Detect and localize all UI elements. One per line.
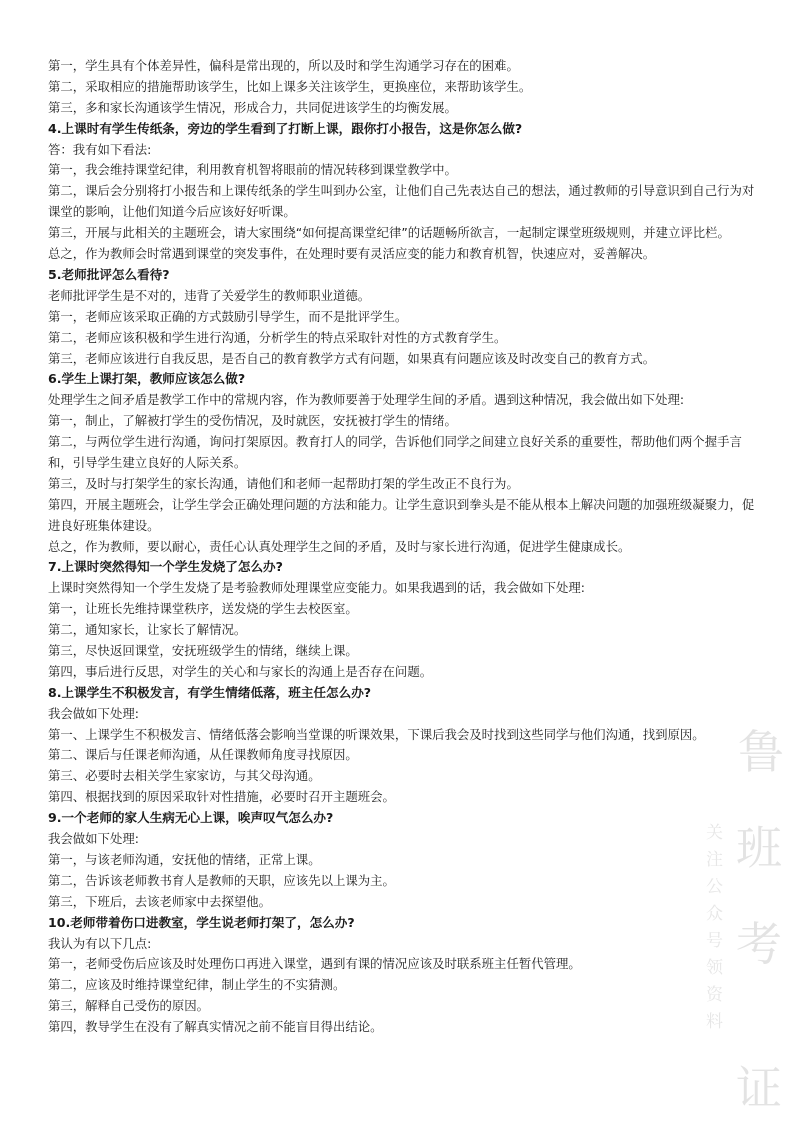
text-line: 第三，解释自己受伤的原因。	[48, 998, 210, 1014]
text-line: 第二，应该及时维持课堂纪律，制止学生的不实猜测。	[48, 977, 346, 993]
text-line: 第三，下班后，去该老师家中去探望他。	[48, 893, 272, 909]
text-line: 第四、根据找到的原因采取针对性措施，必要时召开主题班会。	[48, 789, 395, 805]
text-line: 第三、必要时去相关学生家家访，与其父母沟通。	[48, 768, 321, 784]
text-line: 总之，作为教师会时常遇到课堂的突发事件，在处理时要有灵活应变的能力和教育机智，快速应对，妥善解决。	[48, 246, 656, 262]
question-heading: 6.学生上课打架，教师应该怎么做?	[48, 371, 246, 387]
text-line: 第二，告诉该老师教书育人是教师的天职，应该先以上课为主。	[48, 872, 395, 888]
text-line: 处理学生之间矛盾是教学工作中的常规内容，作为教师要善于处理学生间的矛盾。遇到这种情况，我会做出如下处理:	[48, 392, 685, 408]
text-line: 第一，学生具有个体差异性，偏科是常出现的，所以及时和学生沟通学习存在的困难。	[48, 58, 519, 73]
question-heading: 10.老师带着伤口进教室，学生说老师打架了，怎么办?	[48, 914, 355, 930]
watermark-small-text: 关注公众号领资料	[706, 823, 723, 1032]
text-line: 第一，我会维持课堂纪律，利用教育机智将眼前的情况转移到课堂教学中。	[48, 162, 457, 178]
text-line: 第二，老师应该积极和学生进行沟通，分析学生的特点采取针对性的方式教育学生。	[48, 329, 507, 345]
text-line: 答：我有如下看法:	[48, 141, 152, 157]
text-line: 第二，课后会分别将打小报告和上课传纸条的学生叫到办公室，让他们自己先表达自己的想法，通过教师的引导意识到自己行为对课堂的影响，让他们知道今后应该好好听课。	[48, 183, 755, 220]
text-line: 第一，制止，了解被打学生的受伤情况，及时就医，安抚被打学生的情绪。	[48, 413, 457, 429]
text-line: 第三，及时与打架学生的家长沟通，请他们和老师一起帮助打架的学生改正不良行为。	[48, 475, 519, 491]
question-heading: 5.老师批评怎么看待?	[48, 266, 170, 282]
text-line: 第二、课后与任课老师沟通，从任课教师角度寻找原因。	[48, 747, 358, 763]
text-line: 第三，尽快返回课堂，安抚班级学生的情绪，继续上课。	[48, 643, 358, 659]
text-line: 第一、上课学生不积极发言、情绪低落会影响当堂课的听课效果，下课后我会及时找到这些同学与他们沟通，找到原因。	[48, 726, 705, 742]
text-line: 第三，多和家长沟通该学生情况，形成合力，共同促进该学生的均衡发展。	[48, 99, 457, 115]
watermark-char-2: 班	[736, 821, 782, 875]
text-line: 第三，老师应该进行自我反思，是否自己的教育教学方式有问题，如果真有问题应该及时改变自己的教育方式。	[48, 350, 656, 366]
text-line: 第二，采取相应的措施帮助该学生，比如上课多关注该学生，更换座位，来帮助该学生。	[48, 78, 532, 94]
text-line: 第三，开展与此相关的主题班会，请大家围绕“如何提高课堂纪律”的话题畅所欲言，一起制定课堂班级规则，并建立评比栏。	[48, 225, 730, 241]
text-line: 我认为有以下几点:	[48, 935, 152, 951]
text-line: 第二，通知家长，让家长了解情况。	[48, 622, 247, 638]
question-heading: 9.一个老师的家人生病无心上课，唉声叹气怎么办?	[48, 810, 334, 826]
question-heading: 4.上课时有学生传纸条，旁边的学生看到了打断上课，跟你打小报告，这是你怎么做?	[48, 120, 523, 136]
text-line: 我会做如下处理:	[48, 831, 139, 847]
text-line: 第二，与两位学生进行沟通，询问打架原因。教育打人的同学，告诉他们同学之间建立良好关系的重要性，帮助他们两个握手言和，引导学生建立良好的人际关系。	[48, 434, 742, 470]
text-line: 第四，事后进行反思，对学生的关心和与家长的沟通上是否存在问题。	[48, 663, 433, 679]
document-body	[48, 56, 760, 1038]
watermark-char-4: 证	[736, 1061, 782, 1115]
text-line: 总之，作为教师，要以耐心，责任心认真处理学生之间的矛盾，及时与家长进行沟通，促进学生健康成长。	[48, 538, 631, 554]
text-line: 第一，让班长先维持课堂秩序，送发烧的学生去校医室。	[48, 601, 358, 617]
text-line: 第一，与该老师沟通，安抚他的情绪，正常上课。	[48, 851, 321, 867]
question-heading: 8.上课学生不积极发言，有学生情绪低落，班主任怎么办?	[48, 684, 372, 700]
text-line: 上课时突然得知一个学生发烧了是考验教师处理课堂应变能力。如果我遇到的话，我会做如下处理:	[48, 580, 585, 596]
question-heading: 7.上课时突然得知一个学生发烧了怎么办?	[48, 559, 283, 575]
text-line: 老师批评学生是不对的，违背了关爱学生的教师职业道德。	[48, 287, 371, 303]
text-line: 第一，老师受伤后应该及时处理伤口再进入课堂，遇到有课的情况应该及时联系班主任暂代管理。	[48, 956, 581, 972]
watermark-char-3: 考	[736, 917, 782, 971]
text-line: 第四，教导学生在没有了解真实情况之前不能盲目得出结论。	[48, 1019, 383, 1035]
text-line: 第四，开展主题班会，让学生学会正确处理问题的方法和能力。让学生意识到拳头是不能从根本上解决问题的加强班级凝聚力，促进良好班集体建设。	[48, 496, 755, 533]
text-line: 第一，老师应该采取正确的方式鼓励引导学生，而不是批评学生。	[48, 308, 408, 324]
watermark-char-1: 鲁	[738, 725, 784, 779]
text-line: 我会做如下处理:	[48, 705, 139, 721]
